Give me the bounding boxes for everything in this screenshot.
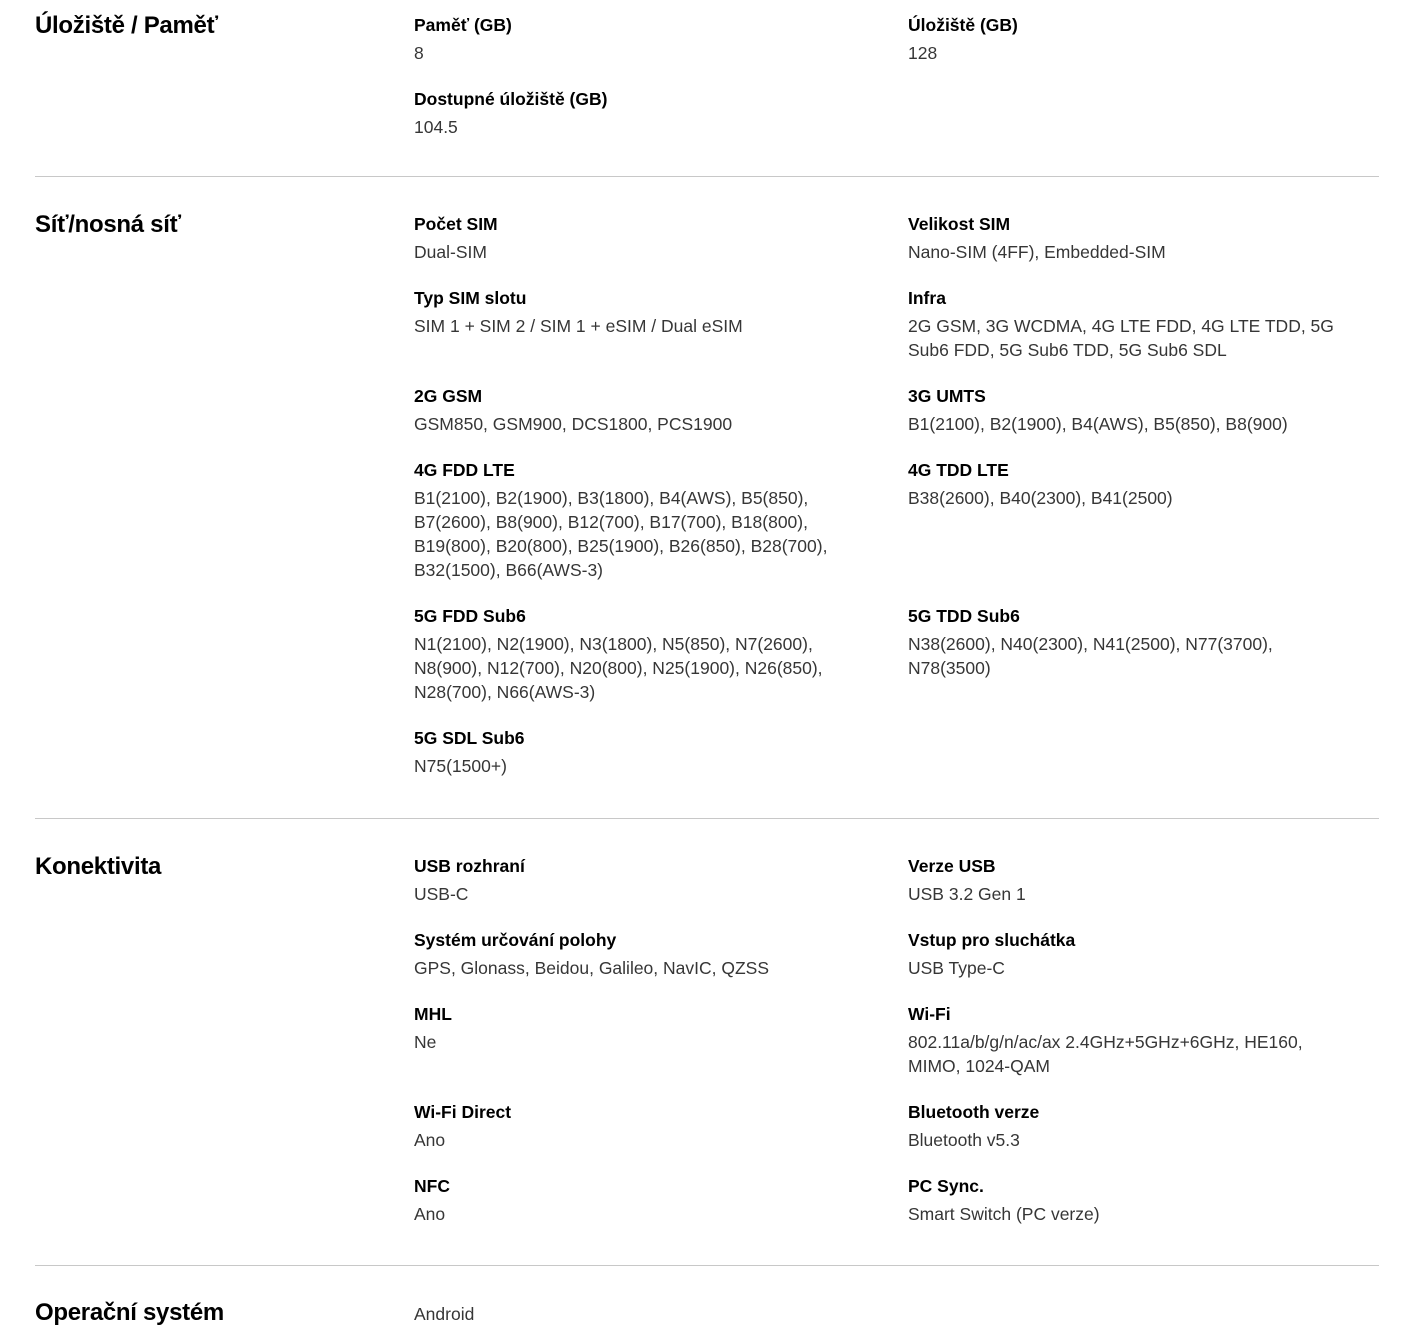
spec-headphone-jack [908, 928, 1379, 980]
spec-value: B38(2600), B40(2300), B41(2500) [908, 488, 1173, 508]
section-connectivity [35, 819, 1379, 1266]
spec-label: PC Sync. [908, 1176, 984, 1196]
spec-label: Dostupné úložiště (GB) [414, 89, 608, 109]
spec-value: USB-C [414, 884, 469, 904]
spec-memory [414, 13, 908, 65]
spec-value: Ne [414, 1032, 437, 1052]
spec-available-storage [414, 87, 908, 139]
spec-value: Nano-SIM (4FF), Embedded-SIM [908, 242, 1166, 262]
spec-value: B1(2100), B2(1900), B4(AWS), B5(850), B8(900) [908, 414, 1288, 434]
spec-pc-sync [908, 1174, 1379, 1226]
spec-label: Bluetooth verze [908, 1102, 1040, 1122]
spec-value: 128 [908, 43, 938, 63]
spec-label: 5G SDL Sub6 [414, 728, 525, 748]
spec-3g-umts [908, 384, 1379, 436]
spec-label: Verze USB [908, 856, 996, 876]
spec-label: MHL [414, 1004, 452, 1024]
spec-label: Počet SIM [414, 214, 498, 234]
spec-label: 3G UMTS [908, 386, 986, 406]
spec-label: 2G GSM [414, 386, 483, 406]
spec-value: 2G GSM, 3G WCDMA, 4G LTE FDD, 4G LTE TDD, 5G Sub6 FDD, 5G Sub6 TDD, 5G Sub6 SDL [908, 316, 1334, 360]
spec-nfc [414, 1174, 908, 1226]
spec-grid [414, 854, 1379, 1226]
spec-sim-count [414, 212, 908, 264]
spec-value: N1(2100), N2(1900), N3(1800), N5(850), N7(2600), N8(900), N12(700), N20(800), N25(1900), N26(850), N28(700), N66(AWS-3) [414, 634, 823, 702]
spec-value: USB 3.2 Gen 1 [908, 884, 1026, 904]
spec-storage [908, 13, 1379, 65]
spec-value: Smart Switch (PC verze) [908, 1204, 1100, 1224]
section-title: Operační systém [35, 1299, 224, 1326]
spec-label: Vstup pro sluchátka [908, 930, 1076, 950]
spec-value: SIM 1 + SIM 2 / SIM 1 + eSIM / Dual eSIM [414, 316, 743, 336]
section-network [35, 177, 1379, 819]
spec-sim-slot-type [414, 286, 908, 362]
spec-value: GPS, Glonass, Beidou, Galileo, NavIC, QZSS [414, 958, 770, 978]
spec-5g-fdd-sub6 [414, 604, 908, 704]
spec-value: Dual-SIM [414, 242, 487, 262]
spec-grid [414, 212, 1379, 778]
spec-wifi [908, 1002, 1379, 1078]
spec-4g-tdd-lte [908, 458, 1379, 582]
section-title: Síť/nosná síť [35, 211, 181, 238]
spec-sim-size [908, 212, 1379, 264]
spec-value: Ano [414, 1130, 446, 1150]
spec-4g-fdd-lte [414, 458, 908, 582]
section-storage-memory [35, 0, 1379, 177]
spec-label: Úložiště (GB) [908, 15, 1018, 35]
spec-label: 4G TDD LTE [908, 460, 1009, 480]
spec-value: B1(2100), B2(1900), B3(1800), B4(AWS), B5(850), B7(2600), B8(900), B12(700), B17(700), B18(800), B19(800), B20(800), B25(1900), B26(850), B28(700), B32(1500), B66(AWS-3) [414, 488, 828, 580]
spec-value: 104.5 [414, 117, 458, 137]
spec-5g-sdl-sub6 [414, 726, 908, 778]
spec-value: USB Type-C [908, 958, 1005, 978]
specifications-list [35, 0, 1379, 1344]
spec-mhl [414, 1002, 908, 1078]
spec-label: 5G FDD Sub6 [414, 606, 526, 626]
spec-label: Typ SIM slotu [414, 288, 527, 308]
spec-grid [414, 13, 1379, 139]
os-value: Android [414, 1304, 475, 1324]
section-title: Konektivita [35, 853, 162, 880]
section-title: Úložiště / Paměť [35, 12, 218, 39]
spec-label: USB rozhraní [414, 856, 525, 876]
section-operating-system [35, 1266, 1379, 1344]
spec-label: Wi-Fi Direct [414, 1102, 512, 1122]
spec-wifi-direct [414, 1100, 908, 1152]
spec-label: Paměť (GB) [414, 15, 512, 35]
spec-usb-version [908, 854, 1379, 906]
spec-label: Infra [908, 288, 946, 308]
spec-value: GSM850, GSM900, DCS1800, PCS1900 [414, 414, 733, 434]
spec-value: N75(1500+) [414, 756, 507, 776]
spec-label: 4G FDD LTE [414, 460, 515, 480]
spec-value: N38(2600), N40(2300), N41(2500), N77(3700), N78(3500) [908, 634, 1273, 678]
spec-label: Systém určování polohy [414, 930, 617, 950]
spec-value: Bluetooth v5.3 [908, 1130, 1020, 1150]
spec-label: NFC [414, 1176, 450, 1196]
spec-label: Velikost SIM [908, 214, 1011, 234]
spec-bluetooth-version [908, 1100, 1379, 1152]
spec-location-system [414, 928, 908, 980]
spec-infra [908, 286, 1379, 362]
spec-5g-tdd-sub6 [908, 604, 1379, 704]
spec-usb-interface [414, 854, 908, 906]
spec-2g-gsm [414, 384, 908, 436]
spec-value: 802.11a/b/g/n/ac/ax 2.4GHz+5GHz+6GHz, HE160, MIMO, 1024-QAM [908, 1032, 1303, 1076]
spec-value: 8 [414, 43, 424, 63]
spec-value: Ano [414, 1204, 446, 1224]
spec-label: Wi-Fi [908, 1004, 951, 1024]
spec-label: 5G TDD Sub6 [908, 606, 1020, 626]
